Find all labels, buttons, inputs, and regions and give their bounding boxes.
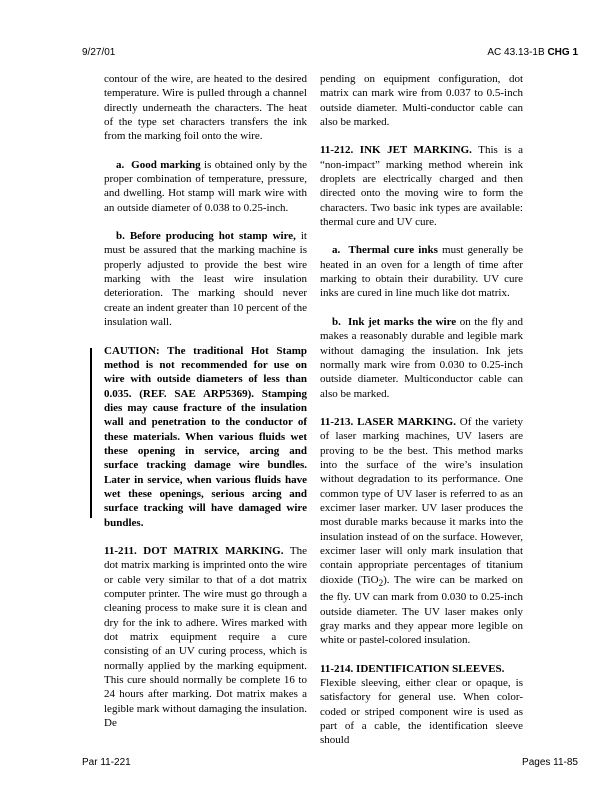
section-11-214-text: Flexible sleeving, either clear or opaque, is satisfactory for general use. When color-coded or striped component wire is used as part of a cable, the identification sleeve should — [320, 676, 523, 747]
section-11-212-heading: 11-212. INK JET MARKING. — [320, 144, 472, 157]
para-a-bold-right: Thermal cure inks — [348, 244, 438, 257]
section-11-213-heading: 11-213. LASER MARKING. — [320, 415, 456, 428]
paragraph-continuation-right: pending on equipment configuration, dot matrix can mark wire from 0.037 to 0.5-inch outside diameter. Multi-conductor cable can also be marked. — [320, 73, 523, 129]
para-b-bold: Before producing hot stamp wire, — [129, 230, 296, 243]
paragraph-b-hot-stamp — [104, 229, 307, 329]
footer-paragraph-ref: Par 11-221 — [82, 757, 131, 768]
paragraph-b-ink-jet — [320, 315, 523, 401]
para-a-text: is obtained only by the proper combination of temperature, pressure, and dwelling. Hot stamp will mark wire with an outside diameter of 0.038 to 0.25-inch. — [104, 158, 307, 214]
para-b-bold-right: Ink jet marks the wire — [348, 315, 457, 328]
para-b-label: b. — [116, 230, 125, 243]
left-column — [104, 72, 307, 744]
para-b-text-right: on the fly and makes a reasonably durable and legible mark without damaging the insulation. Ink jets normally mark wire from 0.030 to 0.25-inch outside diameter. Multiconductor cable can also be marked. — [320, 315, 523, 400]
section-11-214-heading: 11-214. IDENTIFICATION SLEEVES. — [320, 662, 505, 675]
section-11-211-heading: 11-211. DOT MATRIX MARKING. — [104, 544, 284, 557]
section-11-213 — [320, 415, 523, 648]
header-date: 9/27/01 — [82, 47, 116, 58]
tio2-subscript: 2 — [378, 577, 384, 588]
header-doc-id — [487, 47, 578, 58]
change-number: CHG 1 — [547, 47, 578, 58]
section-11-211-text: The dot matrix marking is imprinted onto the wire or cable very similar to that of a dot matrix computer printer. The wire must go through a cleaning process to make sure it is clean and dry for the ink to adhere. Wires marked with dot matrix equipment require a cure consisting of an UV curing process, which is normally applied by the marking equipment. This cure should normally be complete 16 to 24 hours after marking. Dot matrix makes a legible mark without damaging the insulation. De — [104, 544, 307, 730]
paragraph-a-thermal-cure — [320, 243, 523, 300]
caution-block — [104, 344, 307, 530]
caution-text: CAUTION: The traditional Hot Stamp method is not recommended for use on wire with outside diameters of less than 0.035. (REF. SAE ARP5369). Stamping dies may cause fracture of the insulation wall and penetration to the conductor of these materials. When various fluids wet these opening in service, arcing and surface tracking damage wire bundles. Later in service, when various fluids have wet these openings, serious arcing and surface tracking will have damaged wire bundles. — [104, 344, 307, 529]
right-column — [320, 72, 523, 762]
section-11-212 — [320, 143, 523, 229]
section-11-214 — [320, 662, 523, 748]
paragraph-continuation: contour of the wire, are heated to the desired temperature. Wire is pulled through a channel directly underneath the characters. The heat of the type set characters transfers the ink from the marking foil onto the wire. — [104, 73, 307, 143]
section-11-213-text-2: ). The wire can be marked on the fly. UV can mark from 0.030 to 0.25-inch outside diameter. The UV laser makes only gray marks and they appear more legible on white or pastel-colored insulation. — [320, 573, 523, 647]
section-11-212-text: This is a “non-impact” marking method wherein ink droplets are electrically charged and then directed onto the moving wire to form the characters. Two basic ink types are available: thermal cure and UV cure. — [320, 144, 523, 229]
para-a-text-right: must generally be heated in an oven for a length of time after marking to obtain their durability. UV cure inks are cured in line much like dot matrix. — [320, 244, 524, 300]
section-11-211 — [104, 544, 307, 730]
para-b-label-right: b. — [332, 315, 341, 328]
change-bar — [90, 348, 92, 518]
para-a-label: a. — [116, 158, 125, 171]
section-11-213-text-1: Of the variety of laser marking machines, UV lasers are proving to be the best. This method marks into the surface of the wire’s insulation without degradation to its performance. One common type of UV laser is referred to as an excimer laser marker. UV laser produces the most durable marks because it marks into the insulation instead of on the surface. However, excimer laser will only mark insulation that contain appropriate percentages of titanium dioxide (TiO — [320, 415, 523, 586]
footer-page-number: Pages 11-85 — [522, 757, 578, 768]
paragraph-a-good-marking — [104, 158, 307, 215]
para-a-label-right: a. — [332, 244, 341, 257]
doc-number: AC 43.13-1B — [487, 47, 545, 58]
para-a-bold: Good marking — [131, 158, 201, 171]
para-b-text: it must be assured that the marking machine is properly adjusted to provide the best wire marking with the least wire insulation deterioration. The marking should never create an indent greater than 10 percent of the insulation wall. — [104, 230, 307, 329]
